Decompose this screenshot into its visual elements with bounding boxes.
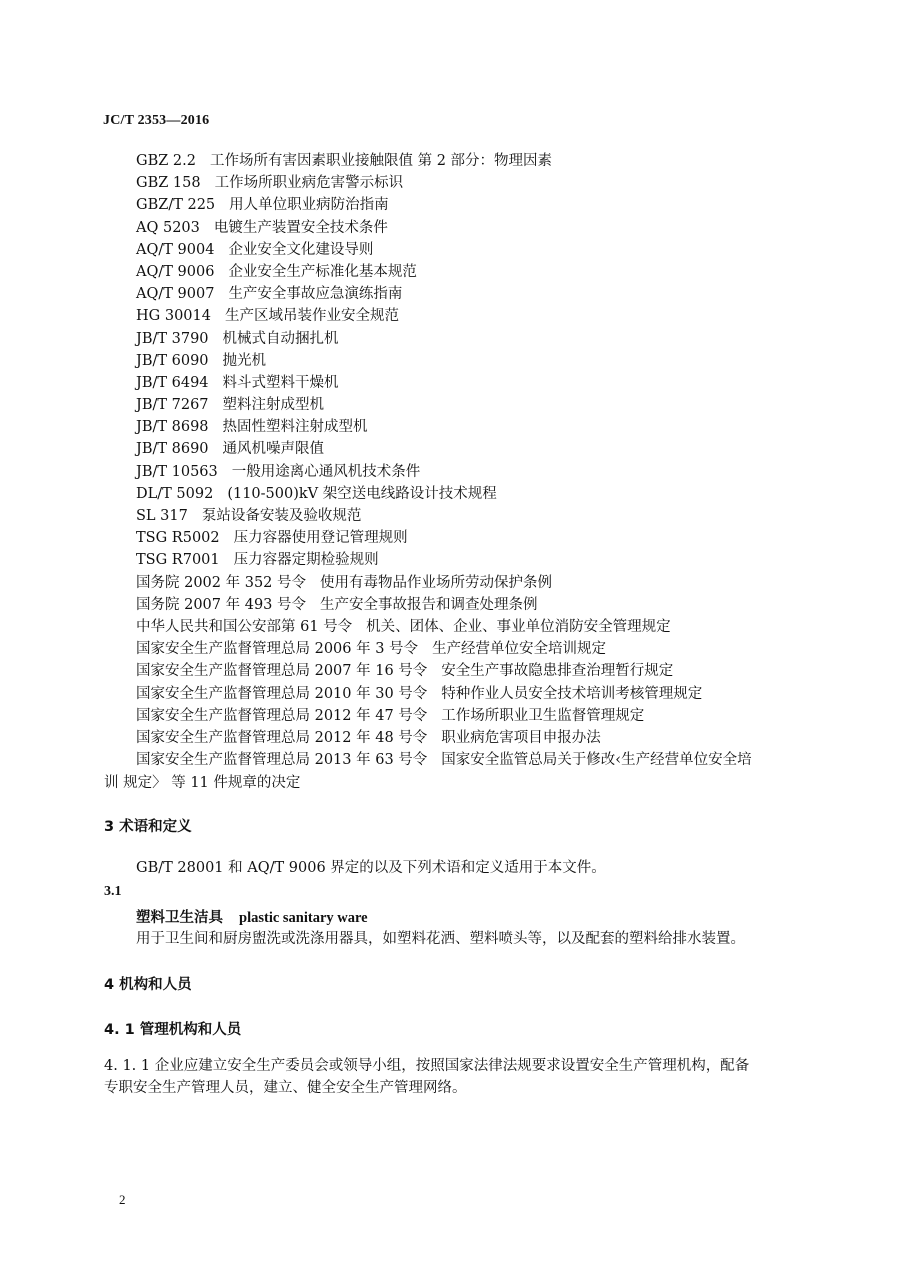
reference-item [136,172,826,194]
reference-title: 国家安全监管总局关于修改‹生产经营单位安全培 [441,752,752,769]
reference-code: 国家安全生产监督管理总局 2012 年 47 号令 [136,707,428,724]
reference-code: 国家安全生产监督管理总局 2007 年 16 号令 [136,663,428,680]
reference-item [136,305,826,327]
reference-code: AQ 5203 [136,219,200,236]
reference-item [136,527,826,549]
reference-item [136,194,826,216]
term-cn: 塑料卫生洁具 [136,910,223,926]
reference-code: HG 30014 [136,308,211,325]
reference-continuation: 训 规定〉 等 11 件规章的决定 [104,775,301,791]
reference-title: 生产经营单位安全培训规定 [432,641,607,658]
reference-title: 工作场所职业病危害警示标识 [214,175,404,192]
reference-title: 一般用途离心通风机技术条件 [231,463,421,480]
term-en: plastic sanitary ware [239,910,368,926]
reference-item [136,572,826,594]
reference-item [136,616,826,638]
reference-title: 工作场所职业卫生监督管理规定 [441,707,645,724]
section-4-heading: 4 机构和人员 [104,977,192,993]
reference-code: 国家安全生产监督管理总局 2010 年 30 号令 [136,685,428,702]
reference-item [136,549,826,571]
reference-item [136,505,826,527]
reference-item [136,594,826,616]
reference-item [136,416,826,438]
reference-code: SL 317 [136,508,188,524]
reference-code: JB/T 8698 [136,419,209,436]
reference-item [136,461,826,483]
reference-code: JB/T 6494 [136,374,209,391]
reference-title: 压力容器使用登记管理规则 [233,530,408,547]
reference-code: AQ/T 9006 [136,263,215,280]
reference-title: 塑料注射成型机 [222,397,325,414]
term-definition: 用于卫生间和厨房盥洗或洗涤用器具，如塑料花洒、塑料喷头等，以及配套的塑料给排水装置。 [136,931,745,947]
reference-item [136,283,826,305]
section-3-intro: GB/T 28001 和 AQ/T 9006 界定的以及下列术语和定义适用于本文件。 [136,860,606,876]
reference-title: 泵站设备安装及验收规范 [201,508,362,524]
reference-item [136,150,826,172]
reference-code: JB/T 7267 [136,397,209,414]
reference-item [136,328,826,350]
reference-item [136,683,826,705]
reference-item [136,438,826,460]
reference-code: JB/T 6090 [136,352,209,369]
reference-title: 企业安全生产标准化基本规范 [228,263,417,280]
reference-code: JB/T 3790 [136,330,209,347]
standard-header: JC/T 2353—2016 [103,113,210,128]
reference-item [136,705,826,727]
reference-item [136,372,826,394]
reference-title: 使用有毒物品作业场所劳动保护条例 [320,574,553,591]
reference-code: AQ/T 9007 [136,286,215,303]
section-3-heading: 3 术语和定义 [104,819,192,835]
clause-4-1-1-line1: 4. 1. 1 企业应建立安全生产委员会或领导小组，按照国家法律法规要求设置安全生产管理机构，配备 [104,1058,750,1074]
reference-item [136,483,826,505]
reference-code: JB/T 8690 [136,441,209,458]
reference-item [136,261,826,283]
reference-title: 职业病危害项目申报办法 [441,729,601,746]
reference-title: 特种作业人员安全技术培训考核管理规定 [441,685,703,702]
term-number: 3.1 [104,884,122,899]
reference-code: 国家安全生产监督管理总局 2012 年 48 号令 [136,729,428,746]
reference-title: 生产区域吊装作业安全规范 [224,308,399,325]
reference-code: TSG R5002 [136,530,220,547]
reference-code: DL/T 5092 [136,485,214,502]
reference-item [136,727,826,749]
reference-title: 企业安全文化建设导则 [228,241,374,258]
reference-item [136,749,826,771]
reference-code: 国务院 2007 年 493 号令 [136,596,307,613]
reference-code: JB/T 10563 [136,463,218,480]
reference-title: 用人单位职业病防治指南 [229,197,389,214]
reference-title: 机关、团体、企业、事业单位消防安全管理规定 [366,618,671,635]
page-number: 2 [119,1192,126,1207]
section-4-1-heading: 4. 1 管理机构和人员 [104,1022,242,1038]
reference-code: 国家安全生产监督管理总局 2013 年 63 号令 [136,752,428,769]
reference-title: 机械式自动捆扎机 [222,330,339,347]
reference-code: TSG R7001 [136,552,220,569]
reference-title: 料斗式塑料干燥机 [222,374,339,391]
reference-code: GBZ/T 225 [136,197,216,214]
reference-title: 抛光机 [222,352,267,369]
reference-title: 安全生产事故隐患排查治理暂行规定 [441,663,674,680]
reference-item [136,217,826,239]
reference-item [136,394,826,416]
reference-code: GBZ 2.2 [136,153,196,169]
reference-item [136,350,826,372]
reference-title: 生产安全事故应急演练指南 [228,286,403,303]
normative-references-list [136,150,826,771]
reference-title: 通风机噪声限值 [222,441,325,458]
reference-item [136,660,826,682]
reference-item [136,638,826,660]
reference-code: 国务院 2002 年 352 号令 [136,574,307,591]
reference-title: 压力容器定期检验规则 [233,552,379,569]
reference-title: 热固性塑料注射成型机 [222,419,368,436]
reference-code: 国家安全生产监督管理总局 2006 年 3 号令 [136,641,419,658]
reference-code: AQ/T 9004 [136,241,215,258]
reference-title: (110-500)kV 架空送电线路设计技术规程 [227,485,497,502]
clause-4-1-1-line2: 专职安全生产管理人员，建立、健全安全生产管理网络。 [104,1080,467,1096]
term-title [136,906,368,927]
reference-title: 工作场所有害因素职业接触限值 第 2 部分：物理因素 [209,153,553,169]
reference-title: 电镀生产装置安全技术条件 [213,219,388,236]
reference-item [136,239,826,261]
reference-title: 生产安全事故报告和调查处理条例 [320,596,538,613]
reference-code: 中华人民共和国公安部第 61 号令 [136,618,353,635]
reference-code: GBZ 158 [136,175,201,192]
